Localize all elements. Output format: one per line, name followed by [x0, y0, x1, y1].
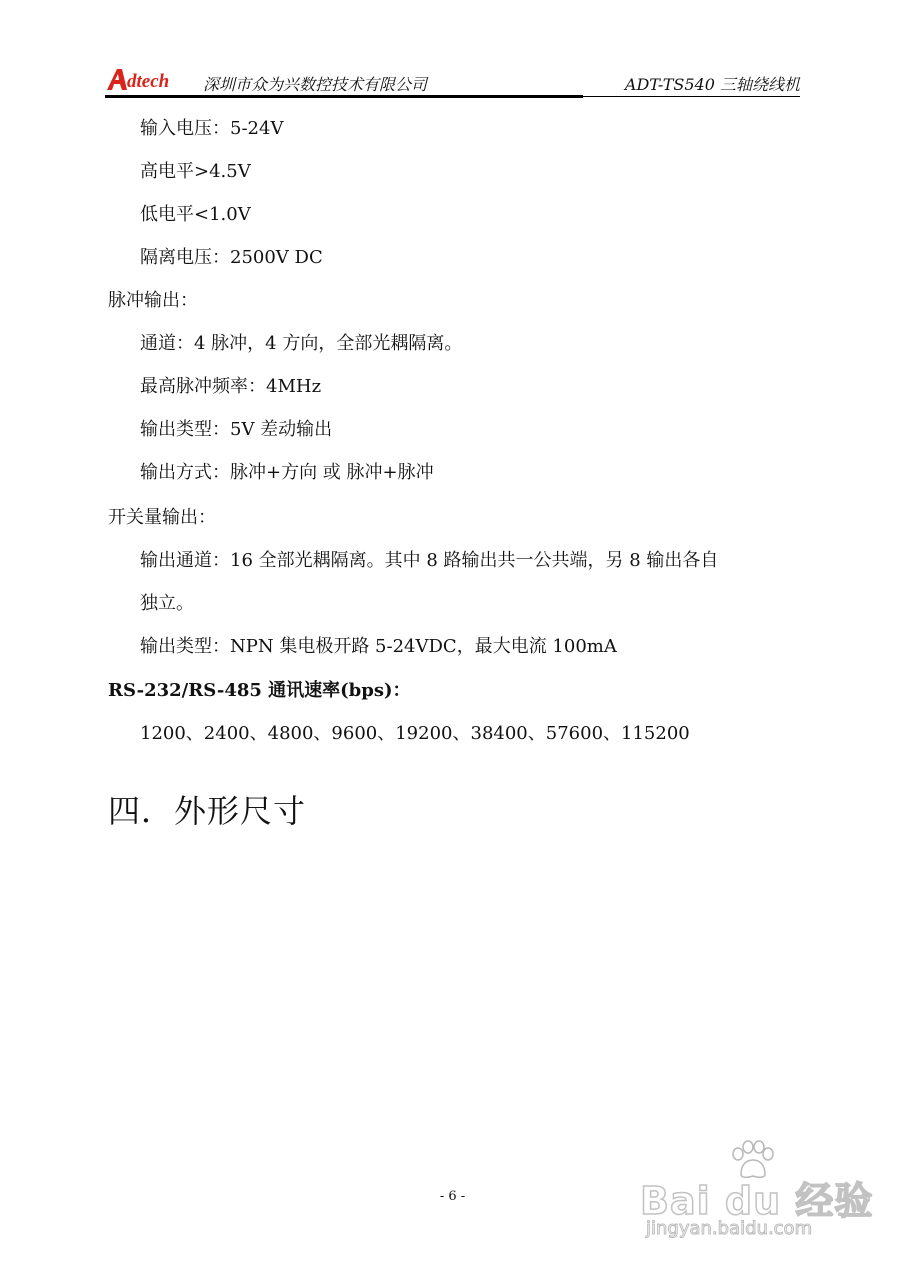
svg-text:dtech: dtech	[127, 71, 170, 92]
spec-switch-output-type: 输出类型：NPN 集电极开路 5-24VDC，最大电流 100mA	[140, 636, 617, 657]
adtech-logo	[105, 66, 185, 92]
section-title-dimensions: 四．外形尺寸	[108, 792, 307, 830]
spec-pulse-output-mode: 输出方式：脉冲+方向 或 脉冲+脉冲	[140, 462, 434, 483]
spec-low-level: 低电平<1.0V	[140, 204, 251, 225]
product-name: ADT-TS540 三轴绕线机	[624, 75, 800, 94]
spec-pulse-output-type: 输出类型：5V 差动输出	[140, 419, 333, 440]
page-header	[105, 66, 800, 100]
spec-isolation-voltage: 隔离电压：2500V DC	[140, 247, 323, 268]
header-rule-thick	[105, 95, 583, 98]
watermark-brand: Bai du 经验	[640, 1179, 874, 1223]
spec-high-level: 高电平>4.5V	[140, 161, 251, 182]
spec-switch-channels-cont: 独立。	[140, 593, 194, 614]
company-name: 深圳市众为兴数控技术有限公司	[203, 75, 428, 94]
spec-input-voltage: 输入电压：5-24V	[140, 118, 284, 139]
header-rule-thin	[583, 96, 800, 97]
section-switch-output: 开关量输出：	[108, 507, 216, 528]
baidu-watermark	[640, 1140, 880, 1250]
page-number: - 6 -	[439, 1189, 466, 1204]
spec-switch-channels: 输出通道：16 全部光耦隔离。其中 8 路输出共一公共端，另 8 输出各自	[140, 550, 719, 571]
spec-baud-rates: 1200、2400、4800、9600、19200、38400、57600、115200	[140, 723, 690, 744]
watermark-url: jingyan.baidu.com	[646, 1218, 813, 1239]
spec-max-pulse-frequency: 最高脉冲频率：4MHz	[140, 376, 322, 397]
section-serial-baud: RS-232/RS-485 通讯速率(bps)：	[108, 680, 411, 701]
spec-pulse-channels: 通道：4 脉冲，4 方向，全部光耦隔离。	[140, 333, 463, 354]
section-pulse-output: 脉冲输出：	[108, 290, 198, 311]
